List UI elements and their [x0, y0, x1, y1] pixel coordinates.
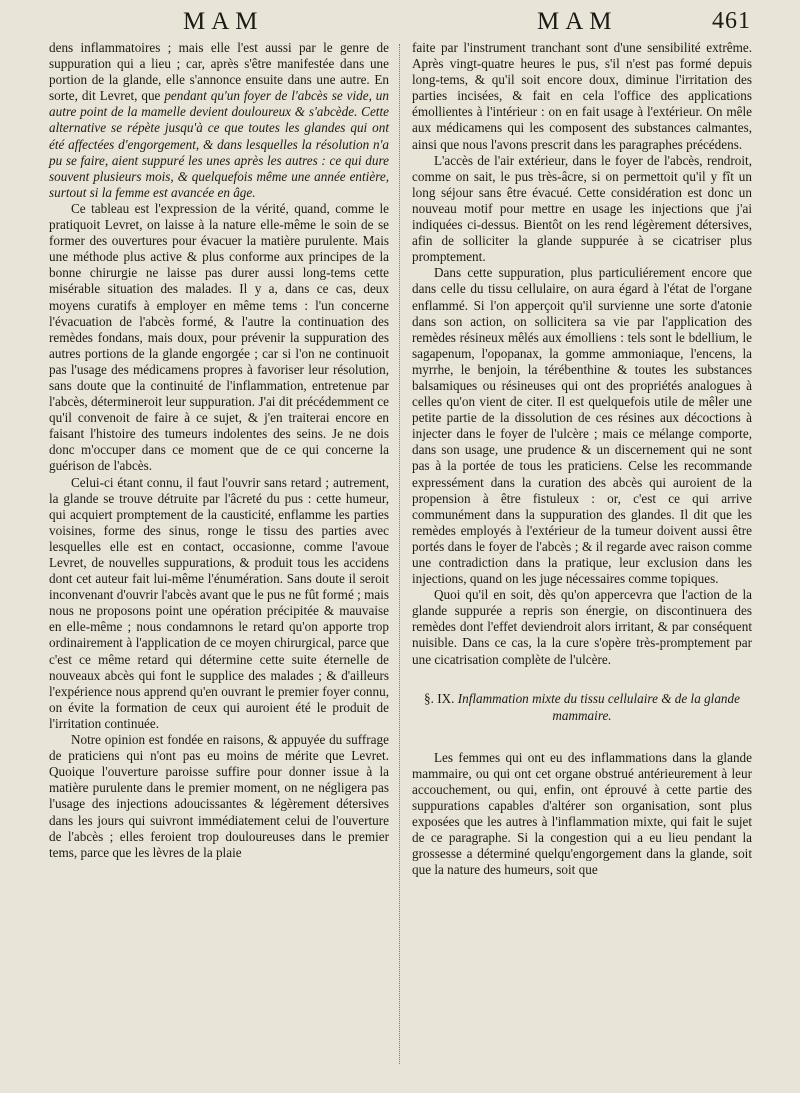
paragraph: Ce tableau est l'expression de la vérité, quand, comme le pratiquoit Levret, on laisse à la nature elle-même le soin de se former des ouvertures pour évacuer la matière purulente. Mais une méthode plus active & plus conforme aux principes de la bonne chirurgie ne laisse pas durer aussi long-tems cette misérable situation des malades. Il y a, dans ce cas, deux moyens curatifs à employer en même tems : l'un concerne l'évacuation de l'abcès formé, & l'autre la continuation des remèdes fondans, mais doux, pour prévenir la suppuration des autres portions de la glande engorgée ; car si l'on ne continuoit pas l'usage des médicamens propres à favoriser leur résolution, sans doute que la continuité de l'inflammation, entretenue par l'abcès, détermineroit leur suppuration. J'ai dit précédemment ce qu'il convenoit de faire à ce sujet, & j'en traiterai encore en faisant l'histoire des tumeurs indolentes des seins. Je ne dois donc m'occuper dans ce moment que de ce qui concerne la guérison de l'abcès. — [49, 200, 389, 474]
section-number: §. IX. — [424, 690, 455, 706]
column-divider — [399, 44, 400, 1064]
running-header — [0, 8, 800, 42]
paragraph: Les femmes qui ont eu des inflammations dans la glande mammaire, ou qui ont cet organe obstrué antérieurement à leur accouchement, ou qui, enfin, ont éprouvé à cette partie des suppurations capables d'altérer son organisation, sont plus exposées que les autres à l'inflammation mixte, qui fait le sujet de ce paragraphe. Si la congestion qui a eu lieu pendant la grossesse a déterminé quelqu'engorgement dans la glande, soit que la nature des humeurs, soit que — [412, 749, 752, 878]
right-column — [412, 40, 752, 878]
right-running-title: MAM — [537, 8, 618, 35]
paragraph: Quoi qu'il en soit, dès qu'on appercevra que l'action de la glande suppurée a repris son énergie, on discontinuera des remèdes dont l'effet deviendroit alors irritant, & par conséquent nuisible. Dans ce cas, la la cure s'opère très-promptement par une cicatrisation complète de l'ulcère. — [412, 587, 752, 667]
left-running-title: MAM — [183, 8, 264, 35]
paragraph: L'accès de l'air extérieur, dans le foyer de l'abcès, rendroit, comme on sait, le pus très-âcre, si on permettoit qu'il y fît un long séjour sans être évacué. Cette considération est donc un nouveau motif pour mettre en usage les injections que j'ai indiquées ci-dessus. Bientôt on les rend légèrement détersives, afin de solliciter la glande suppurée à se cicatriser plus promptement. — [412, 152, 752, 265]
paragraph — [49, 40, 389, 201]
section-heading — [412, 690, 752, 724]
paragraph: Dans cette suppuration, plus particuliérement encore que dans celle du tissu cellulaire, on aura égard à l'état de l'organe enflammé. Si l'on apperçoit qu'il survienne une sorte d'atonie dans son action, on sollicitera sa vie par l'application des remèdes résineux mêlés aux émolliens : tels sont le bdellium, le sagapenum, l'opopanax, la gomme ammoniaque, l'encens, la myrrhe, le benjoin, la térébenthine & toutes les substances balsamiques ou résineuses qui ont des propriétés analogues à celles qu'on vient de citer. Il est quelquefois utile de mêler une petite partie de la dissolution de ces résines aux décoctions à injecter dans le foyer de l'ulcère ; mais ce mélange comporte, dans son usage, une prudence & un discernement qui ne sont pas à la portée de tous les praticiens. Celse les recommande expressément dans la curation des abcès qui auroient de la propension à être fistuleux : or, c'est ce qui arrive communément dans la suppuration des glandes. Il dit que les remèdes employés à l'extérieur de la tumeur doivent aussi être portés dans le foyer de l'abcès ; & il regarde avec raison comme une contradiction dans la pratique, leur exclusion dans les injections, quand on les juge nécessaires comme topiques. — [412, 265, 752, 587]
paragraph: Notre opinion est fondée en raisons, & appuyée du suffrage de praticiens qui n'ont pas eu moins de mérite que Levret. Quoique l'ouverture paroisse suffire pour donner issue à la matière purulente dans le premier moment, on ne négligera pas l'usage des injections adoucissantes & légèrement détersives dans les jours qui suivront immédiatement celui de l'ouverture de l'abcès ; elles feroient trop douloureuses dans le premier tems, parce que les lèvres de la plaie — [49, 732, 389, 860]
section-title: Inflammation mixte du tissu cellulaire & de la glande mammaire. — [457, 690, 740, 723]
paragraph: faite par l'instrument tranchant sont d'une sensibilité extrême. Après vingt-quatre heures le pus, s'il n'est pas formé depuis long-tems, & qu'il soit encore doux, diminue l'irritation des parties incisées, & fait en cela l'office des applications émollientes à l'intérieur : on en fait usage à l'extérieur. On mêle aux médicamens qui les composent des substances calmantes, ainsi que nous l'avons prescrit dans les paragraphes précédens. — [412, 40, 752, 152]
quotation-italic: pendant qu'un foyer de l'abcès se vide, un autre point de la mamelle devient douloureux & s'abcède. Cette alternative se répète jusqu'à ce que toutes les glandes qui ont été affectées d'engorgement, & dans lesquelles la résolution n'a pu se faire, aient suppuré les unes après les autres : ce qui dure souvent plusieurs mois, & quelquefois même une année entière, surtout si la femme est avancée en âge. — [49, 88, 389, 200]
left-column — [49, 40, 389, 861]
paragraph: Celui-ci étant connu, il faut l'ouvrir sans retard ; autrement, la glande se trouve détruite par l'âcreté du pus : cette humeur, qui acquiert promptement de la causticité, enflamme les parties voisines, forme des sinus, ronge le tissu des parties avec lesquelles elle est en contact, occasionne, comme l'avoue Levret, de nouvelles suppurations, & produit tous les accidens dont cet auteur fait lui-même l'énumération. Sans doute il seroit inconvenant d'ouvrir l'abcès avant que le pus ne fût formé ; mais nous ne proposons point une opération précipitée & mauvaise en elle-même ; nous condamnons le retard qu'on apporte trop ordinairement à l'application de ce moyen chirurgical, parce que c'est ce même retard qui détermine cette suite éternelle de nouveaux abcès qui font le supplice des malades ; & d'ailleurs l'expérience nous apprend qu'en ouvrant le premier foyer connu, on évite la formation de ceux qui auroient été le produit de l'irritation continuée. — [49, 474, 389, 731]
paragraph-text: dens inflammatoires ; mais elle l'est aussi par le genre de suppuration qui a lieu ; car, après s'être manifestée dans une portion de la glande, elle s'annonce ensuite dans une autre. En sorte, dit Levret, que — [49, 40, 389, 104]
page-number: 461 — [712, 8, 751, 34]
